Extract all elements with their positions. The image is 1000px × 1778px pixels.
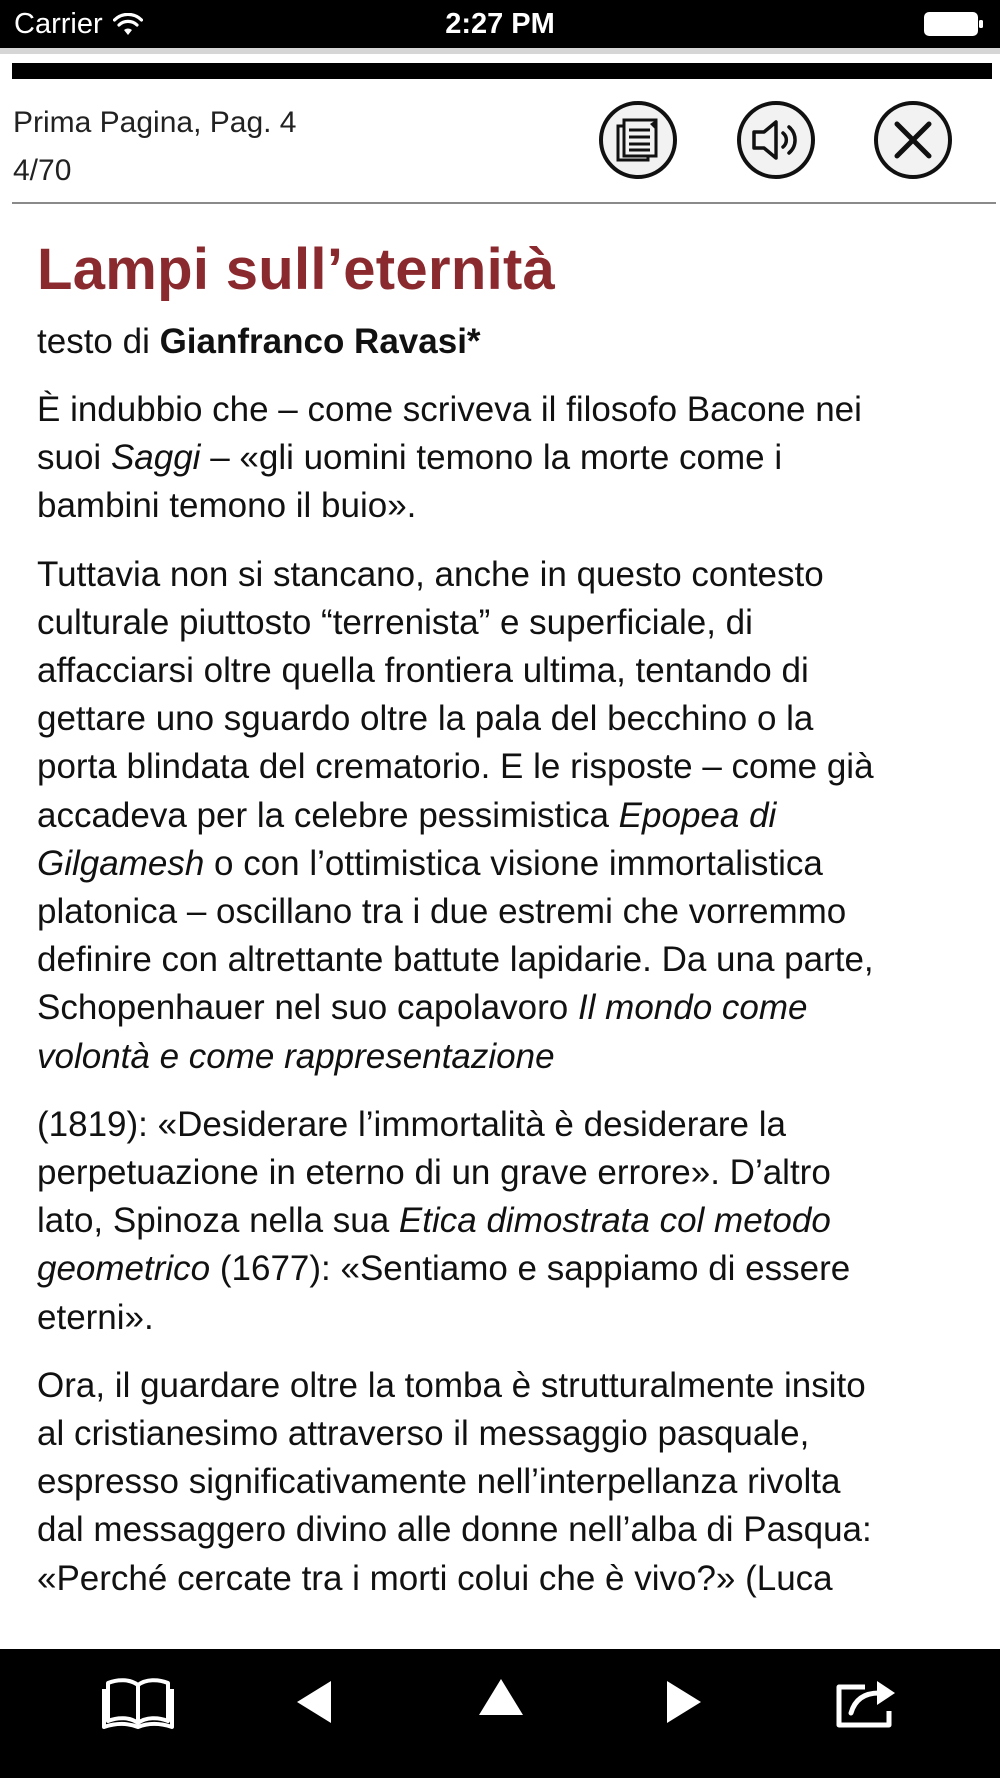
text-italic: geometrico (37, 1249, 211, 1289)
text-line: (1819): «Desiderare l’immortalità è desiderare la (37, 1104, 786, 1144)
scroll-top-button[interactable] (463, 1671, 539, 1733)
paragraph-3 (37, 1101, 977, 1342)
battery-icon (924, 12, 984, 36)
progress-bar (12, 63, 992, 79)
text-line: dal messaggero divino alle donne nell’alba di Pasqua: (37, 1510, 872, 1550)
text-line: espresso significativamente nell’interpellanza rivolta (37, 1462, 841, 1502)
page-title: Prima Pagina, Pag. 4 (13, 106, 297, 139)
text-line: definire con altrettante battute lapidarie. Da una parte, (37, 940, 874, 980)
text-line: gettare uno sguardo oltre la pala del becchino o la (37, 699, 814, 739)
page-counter: 4/70 (13, 154, 72, 187)
text-line: porta blindata del crematorio. E le risposte – come già (37, 747, 874, 787)
text-line: al cristianesimo attraverso il messaggio pasquale, (37, 1414, 810, 1454)
bottom-toolbar (0, 1649, 1000, 1778)
text-line: o con l’ottimistica visione immortalistica (204, 843, 823, 883)
byline-author: Gianfranco Ravasi* (159, 322, 481, 361)
text-line: (1677): «Sentiamo e sappiamo di essere (210, 1249, 851, 1289)
text-line: – «gli uomini temono la morte come i (200, 438, 783, 478)
text-line: perpetuazione in eterno di un grave errore». D’altro (37, 1153, 831, 1193)
next-page-button[interactable] (645, 1671, 721, 1733)
text-line: eterni». (37, 1297, 154, 1337)
header-divider (12, 202, 996, 204)
text-line: «Perché cercate tra i morti colui che è vivo?» (Luca (37, 1558, 833, 1598)
pages-button[interactable] (598, 100, 678, 180)
article-title: Lampi sull’eternità (37, 237, 556, 302)
text-line: lato, Spinoza nella sua (37, 1201, 399, 1241)
byline-prefix: testo di (37, 322, 160, 361)
status-divider (0, 48, 1000, 54)
prev-arrow-icon (277, 1671, 353, 1733)
text-italic: Epopea di (618, 795, 777, 835)
status-bar (0, 0, 1000, 48)
text-line: bambini temono il buio». (37, 486, 417, 526)
next-arrow-icon (645, 1671, 721, 1733)
text-line: affacciarsi oltre quella frontiera ultima, tentando di (37, 651, 809, 691)
previous-page-button[interactable] (277, 1671, 353, 1733)
close-icon (873, 100, 953, 180)
status-time: 2:27 PM (445, 8, 555, 40)
text-line: Tuttavia non si stancano, anche in questo contesto (37, 554, 824, 594)
text-italic: Il mondo come (577, 988, 808, 1028)
paragraph-1 (37, 386, 977, 531)
close-button[interactable] (873, 100, 953, 180)
reader-header (0, 84, 1000, 204)
text-line: Schopenhauer nel suo capolavoro (37, 988, 578, 1028)
text-line: accadeva per la celebre pessimistica (37, 795, 619, 835)
text-line: platonica – oscillano tra i due estremi che vorremmo (37, 892, 847, 932)
article-body (37, 236, 977, 1646)
paragraph-4 (37, 1362, 977, 1603)
text-italic: volontà e come rappresentazione (37, 1036, 555, 1076)
text-italic: Saggi (110, 438, 201, 478)
pages-icon (598, 100, 678, 180)
text-line: Ora, il guardare oltre la tomba è strutturalmente insito (37, 1365, 866, 1405)
audio-button[interactable] (736, 100, 816, 180)
text-line: suoi (37, 438, 111, 478)
contents-button[interactable] (100, 1671, 176, 1733)
paragraph-2 (37, 551, 977, 1081)
up-arrow-icon (463, 1671, 539, 1733)
byline (37, 318, 977, 366)
text-line: culturale piuttosto “terrenista” e superficiale, di (37, 602, 753, 642)
carrier-label: Carrier (14, 8, 103, 40)
text-line: È indubbio che – come scriveva il filosofo Bacone nei (37, 390, 862, 429)
text-italic: Etica dimostrata col metodo (398, 1201, 831, 1241)
book-icon (100, 1671, 176, 1733)
text-italic: Gilgamesh (37, 843, 205, 883)
speaker-icon (736, 100, 816, 180)
share-icon (829, 1671, 905, 1733)
share-button[interactable] (829, 1671, 905, 1733)
